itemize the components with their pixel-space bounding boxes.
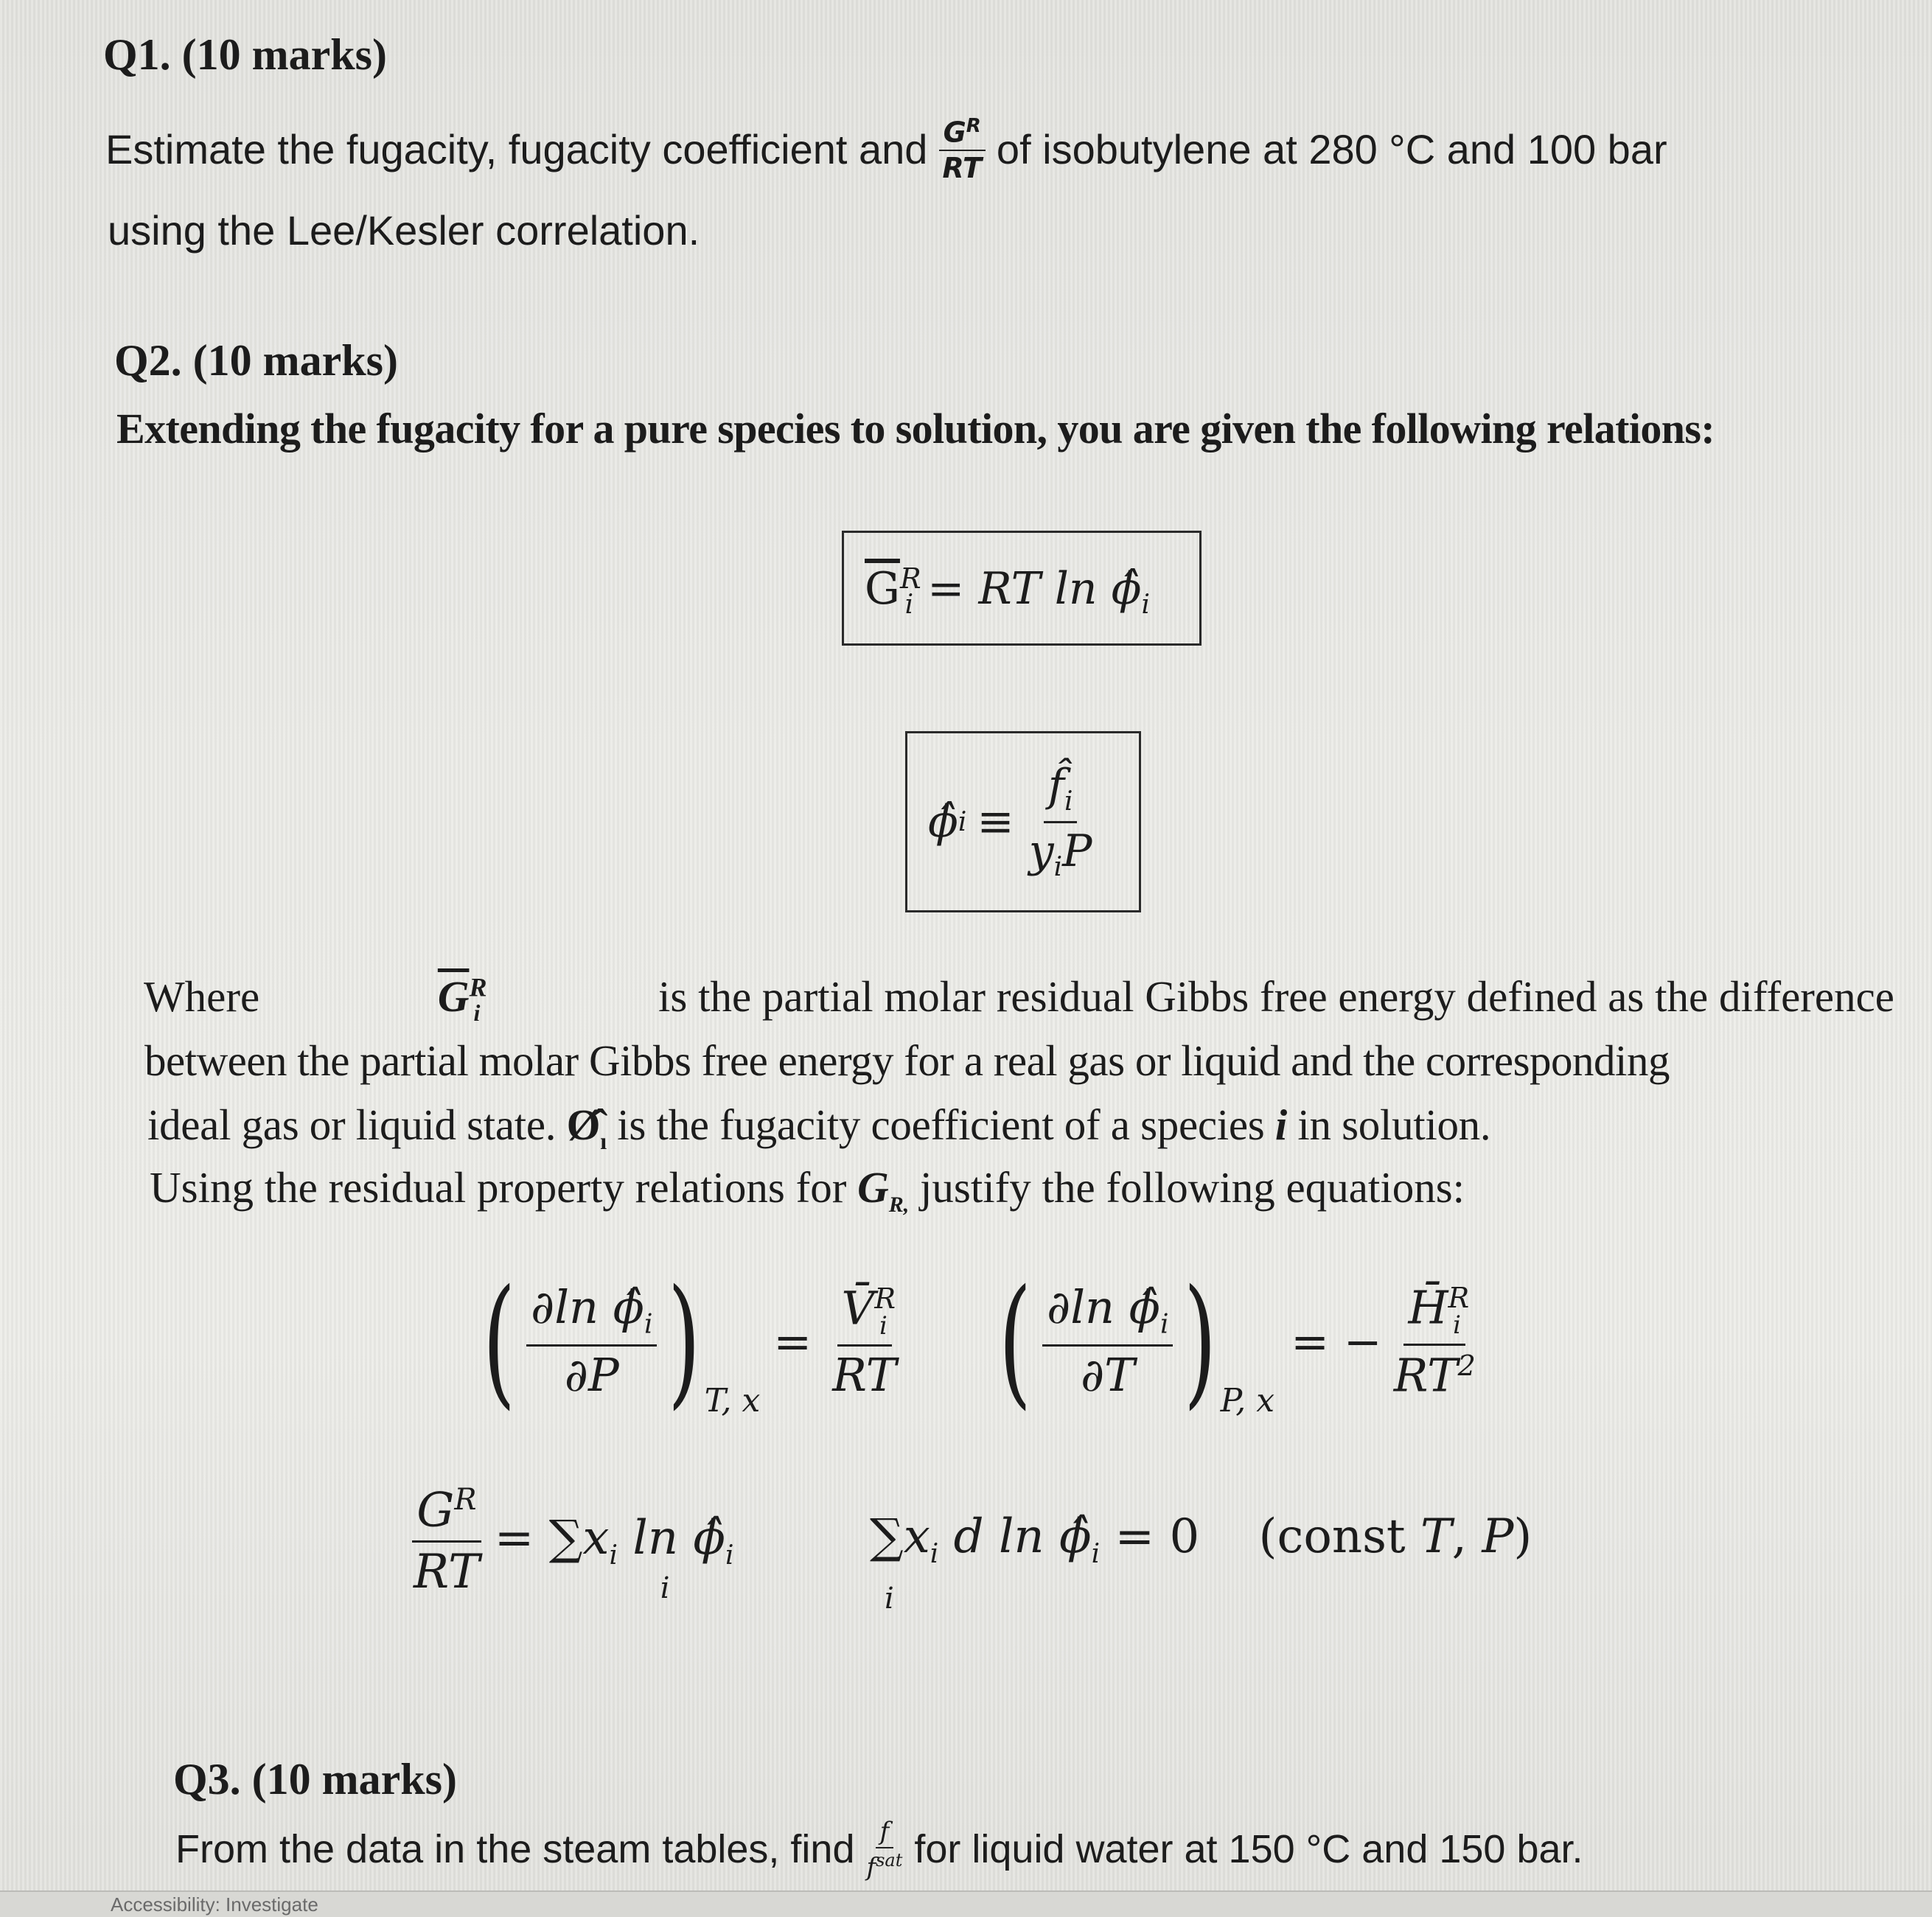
q1-text-b: of isobutylene at 280 °C and 100 bar (996, 125, 1667, 172)
const-condition: (const T, P) (1258, 1509, 1532, 1564)
sum-index: i (885, 1582, 894, 1616)
left-paren-icon: ( (998, 1260, 1032, 1422)
status-bar (0, 1890, 1932, 1917)
q3-f-fsat-fraction: $\frac{f}{f^{sat}}$ (866, 1817, 903, 1882)
equation-gibbs-duhem: $\sum x_i$ d $\ln \phî_i = 0$ i (const T, P) (870, 1509, 1532, 1616)
right-paren-icon: ) (668, 1260, 701, 1422)
q3-line1: From the data in the steam tables, find $\frac{f}{f^{sat}}$ for liquid water at 150 °C and 150 bar. (175, 1817, 1583, 1882)
q2-para-line4: Using the residual property relations for $G_{R,}$ justify the following equations: (150, 1163, 1465, 1217)
equation-temperature-derivative: ( $\frac{\partial\ln \phî_i}{\partial T}$ ) P, x = − $\frac{H̄^R_i}{RT^2}$ (998, 1260, 1476, 1422)
accessibility-status[interactable]: Accessibility: Investigate (111, 1893, 318, 1916)
sum-index: i (660, 1571, 670, 1605)
q1-title: Q1. (10 marks) (103, 30, 387, 79)
q2-title: Q2. (10 marks) (114, 336, 398, 385)
q2-para-line1: Where $\overline{G}^R_i$ is the partial molar residual Gibbs free energy defined as the difference (144, 972, 1894, 1026)
q1-line2: using the Lee/Kesler correlation. (108, 207, 700, 254)
q2-intro: Extending the fugacity for a pure species to solution, you are given the following relations: (116, 405, 1715, 453)
left-paren-icon: ( (482, 1260, 516, 1422)
equation-pressure-derivative: ( $\frac{\partial\ln \phî_i}{\partial P}$ ) T, x = $\frac{V̄^R_i}{RT}$ (482, 1260, 897, 1422)
q1-line1 (105, 116, 1667, 182)
q2-para-line3: ideal gas or liquid state. $Ø̂_ı$ is the fugacity coefficient of a species i in solution. (147, 1100, 1491, 1154)
equation-partial-residual-gibbs: $\overline{G}^R_i$ = RT $\ln \phî_i$ (865, 562, 1151, 620)
q1-text-a: Estimate the fugacity, fugacity coefficient and (105, 125, 928, 172)
q2-para-line2: between the partial molar Gibbs free energy for a real gas or liquid and the corresponding (144, 1036, 1670, 1085)
fugacity-coefficient-symbol: $Ø̂_ı$ (566, 1100, 607, 1154)
partial-residual-gibbs-symbol: $\overline{G}^R_i$ (437, 972, 487, 1026)
right-paren-icon: ) (1184, 1260, 1217, 1422)
residual-gibbs-symbol: $G_{R,}$ (857, 1163, 910, 1217)
equation-box-partial-residual-gibbs (842, 531, 1202, 646)
equation-box-fugacity-coefficient (905, 731, 1141, 912)
equation-gibbs-summability: $\frac{G^R}{RT}$ = $\sum x_i$ $\ln \phî_i$ i (414, 1483, 734, 1605)
equation-fugacity-coefficient: ϕ̂ i ≡ $\frac{f̂_i}{y_iP}$ (928, 759, 1092, 882)
q3-title: Q3. (10 marks) (173, 1755, 457, 1803)
q1-gr-rt-fraction: $\frac{G^R}{RT}$ (938, 116, 986, 182)
